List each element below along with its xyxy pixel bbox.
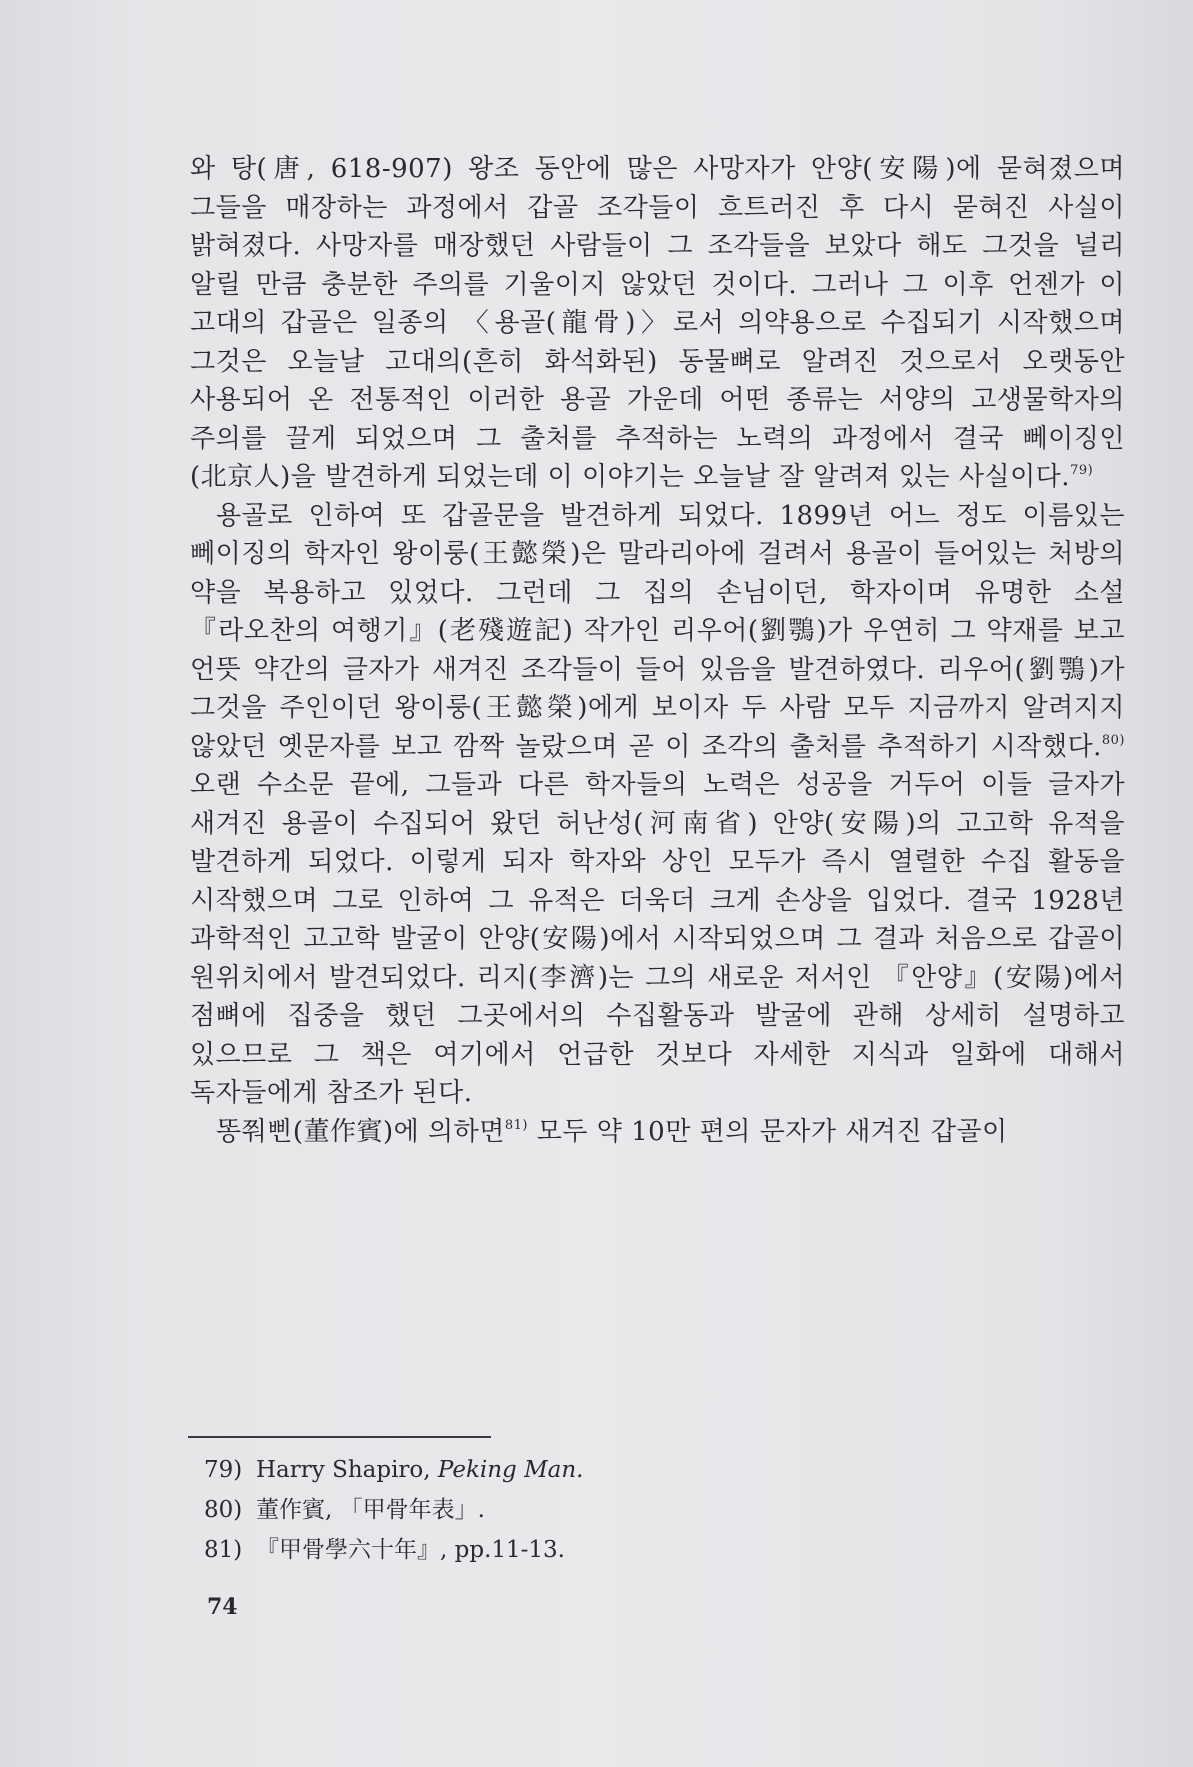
footnote-ref-80: 80) [1101,732,1125,748]
footnote-81 [204,1530,904,1570]
footnotes [204,1450,904,1570]
paragraph-3-continuation: 모두 약 10만 편의 문자가 새겨진 갑골이 [536,1116,1008,1147]
body-text [190,150,1125,1151]
paragraph-1 [190,150,1125,497]
paragraph-2-text: 용골로 인하여 또 갑골문을 발견하게 되었다. 1899년 어느 정도 이름있는 뻬이징의 학자인 왕이룽(王懿榮)은 말라리아에 걸려서 용골이 들어있는 처방의 약을 복용하고 있었다. 그런데 그 집의 손님이던, 학자이며 유명한 소설 『라오찬의 여행기』(老殘遊記) 작가인 리우어(劉鶚)가 우연히 그 약재를 보고 언뜻 약간의 글자가 새겨진 조각들이 들어 있음을 발견하였다. 리우어(劉鶚)가 그것을 주인이던 왕이룽(王懿榮)에게 보이자 두 사람 모두 지금까지 알려지지 않았던 옛문자를 보고 깜짝 놀랐으며 곧 이 조각의 출처를 추적하기 시작했다. [190,500,1125,762]
footnote-text: 『甲骨學六十年』, pp.11-13. [256,1537,565,1563]
paragraph-2 [190,497,1125,1113]
paragraph-3 [190,1113,1125,1152]
footnote-80 [204,1490,904,1530]
footnote-number: 80) [204,1497,243,1523]
footnote-author: Harry Shapiro, [256,1457,431,1483]
paragraph-2-continuation: 오랜 수소문 끝에, 그들과 다른 학자들의 노력은 성공을 거두어 이들 글자가 새겨진 용골이 수집되어 왔던 허난성(河南省) 안양(安陽)의 고고학 유적을 발견하게 되었다. 이렇게 되자 학자와 상인 모두가 즉시 열렬한 수집 활동을 시작했으며 그로 인하여 그 유적은 더욱더 크게 손상을 입었다. 결국 1928년 과학적인 고고학 발굴이 안양(安陽)에서 시작되었으며 그 결과 처음으로 갑골이 원위치에서 발견되었다. 리지(李濟)는 그의 새로운 저서인 『안양』(安陽)에서 점뼈에 집중을 했던 그곳에서의 수집활동과 발굴에 관해 상세히 설명하고 있으므로 그 책은 여기에서 언급한 것보다 자세한 지식과 일화에 대해서 독자들에게 참조가 된다. [190,770,1125,1108]
footnote-ref-81: 81) [504,1117,528,1133]
footnote-title: Peking Man. [437,1457,584,1483]
paragraph-3-text: 똥쭤삔(董作賓)에 의하면 [216,1116,505,1147]
footnote-text: 董作賓, 「甲骨年表」. [256,1497,485,1523]
paragraph-1-text: 와 탕(唐, 618-907) 왕조 동안에 많은 사망자가 안양(安陽)에 묻혀졌으며 그들을 매장하는 과정에서 갑골 조각들이 흐트러진 후 다시 묻혀진 사실이 밝혀졌다. 사망자를 매장했던 사람들이 그 조각들을 보았다 해도 그것을 널리 알릴 만큼 충분한 주의를 기울이지 않았던 것이다. 그러나 그 이후 언젠가 이 고대의 갑골은 일종의 〈용골(龍骨)〉로서 의약용으로 수집되기 시작했으며 그것은 오늘날 고대의(흔히 화석화된) 동물뼈로 알려진 것으로서 오랫동안 사용되어 온 전통적인 이러한 용골 가운데 어떤 종류는 서양의 고생물학자의 주의를 끌게 되었으며 그 출처를 추적하는 노력의 과정에서 결국 뻬이징인(北京人)을 발견하게 되었는데 이 이야기는 오늘날 잘 알려져 있는 사실이다. [190,154,1125,492]
footnote-number: 79) [204,1457,243,1483]
footnote-79 [204,1450,904,1490]
footnote-ref-79: 79) [1070,463,1094,478]
footnote-divider [188,1436,491,1438]
footnote-number: 81) [204,1537,243,1563]
page-number: 74 [207,1594,238,1620]
